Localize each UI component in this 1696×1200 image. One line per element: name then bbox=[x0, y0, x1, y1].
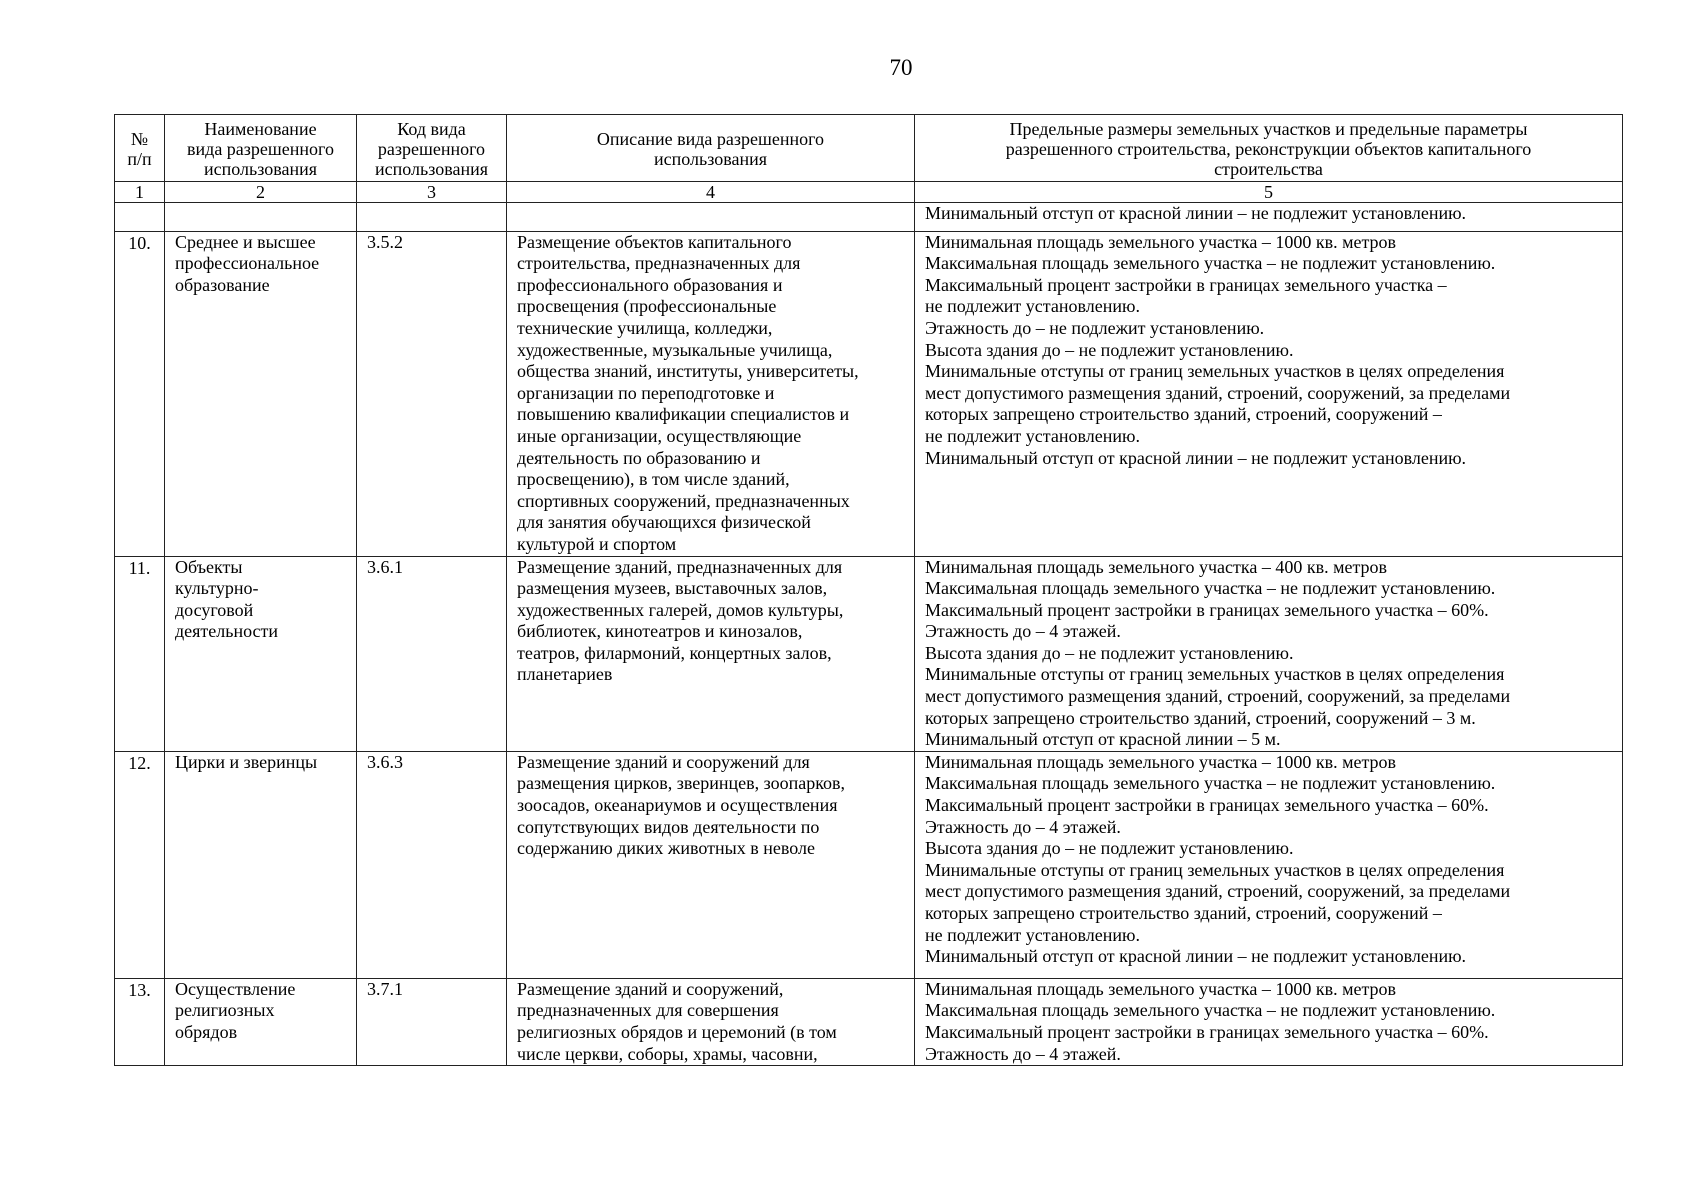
column-number: 2 bbox=[165, 182, 357, 203]
zoning-table bbox=[114, 114, 1623, 1066]
row-number: 13. bbox=[115, 978, 165, 1065]
header-parameters: Предельные размеры земельных участков и предельные параметры разрешенного строительства, реконструкции объектов капитального строительства bbox=[915, 115, 1623, 182]
header-code: Код вида разрешенного использования bbox=[357, 115, 507, 182]
use-name: Цирки и зверинцы bbox=[165, 751, 357, 978]
use-code: 3.6.3 bbox=[357, 751, 507, 978]
table-row bbox=[115, 231, 1623, 556]
row-number: 10. bbox=[115, 231, 165, 556]
row-number: 12. bbox=[115, 751, 165, 978]
column-number: 5 bbox=[915, 182, 1623, 203]
use-description: Размещение зданий, предназначенных для размещения музеев, выставочных залов, художественных галерей, домов культуры, библиотек, кинотеатров и кинозалов, театров, филармоний, концертных залов, планетариев bbox=[507, 556, 915, 751]
table-row bbox=[115, 978, 1623, 1065]
params-cell: Минимальная площадь земельного участка – 1000 кв. метров Максимальная площадь земельного участка – не подлежит установлению. Максимальный процент застройки в границах земельного участка – 60%. Этажность до – 4 этажей. bbox=[915, 978, 1623, 1065]
use-code: 3.6.1 bbox=[357, 556, 507, 751]
row-number: 11. bbox=[115, 556, 165, 751]
params-cell: Минимальная площадь земельного участка – 1000 кв. метров Максимальная площадь земельного участка – не подлежит установлению. Максимальный процент застройки в границах земельного участка – 60%. Этажность до – 4 этажей. Высота здания до – не подлежит установлению. Минимальные отступы от границ земельных участков в целях определения мест допустимого размещения зданий, строений, сооружений, за пределами которых запрещено строительство зданий, строений, сооружений – не подлежит установлению. Минимальный отступ от красной линии – не подлежит установлению. bbox=[915, 751, 1623, 978]
column-number: 1 bbox=[115, 182, 165, 203]
column-number-row bbox=[115, 182, 1623, 203]
table-row bbox=[115, 556, 1623, 751]
page-number: 70 bbox=[889, 55, 913, 80]
use-name: Объекты культурно- досуговой деятельности bbox=[165, 556, 357, 751]
continuation-row bbox=[115, 203, 1623, 232]
column-number: 4 bbox=[507, 182, 915, 203]
use-name: Среднее и высшее профессиональное образование bbox=[165, 231, 357, 556]
use-code: 3.7.1 bbox=[357, 978, 507, 1065]
use-description: Размещение объектов капитального строительства, предназначенных для профессионального образования и просвещения (профессиональные технические училища, колледжи, художественные, музыкальные училища, общества знаний, институты, университеты, организации по переподготовке и повышению квалификации специалистов и иные организации, осуществляющие деятельность по образованию и просвещению), в том числе зданий, спортивных сооружений, предназначенных для занятия обучающихся физической культурой и спортом bbox=[507, 231, 915, 556]
table-header-row bbox=[115, 115, 1623, 182]
header-num: № п/п bbox=[115, 115, 165, 182]
use-code: 3.5.2 bbox=[357, 231, 507, 556]
table-row bbox=[115, 751, 1623, 978]
params-cell: Минимальный отступ от красной линии – не подлежит установлению. bbox=[915, 203, 1623, 232]
use-name: Осуществление религиозных обрядов bbox=[165, 978, 357, 1065]
params-cell: Минимальная площадь земельного участка – 1000 кв. метров Максимальная площадь земельного участка – не подлежит установлению. Максимальный процент застройки в границах земельного участка – не подлежит установлению. Этажность до – не подлежит установлению. Высота здания до – не подлежит установлению. Минимальные отступы от границ земельных участков в целях определения мест допустимого размещения зданий, строений, сооружений, за пределами которых запрещено строительство зданий, строений, сооружений – не подлежит установлению. Минимальный отступ от красной линии – не подлежит установлению. bbox=[915, 231, 1623, 556]
header-description: Описание вида разрешенного использования bbox=[507, 115, 915, 182]
column-number: 3 bbox=[357, 182, 507, 203]
use-description: Размещение зданий и сооружений, предназначенных для совершения религиозных обрядов и церемоний (в том числе церкви, соборы, храмы, часовни, bbox=[507, 978, 915, 1065]
use-description: Размещение зданий и сооружений для размещения цирков, зверинцев, зоопарков, зоосадов, океанариумов и осуществления сопутствующих видов деятельности по содержанию диких животных в неволе bbox=[507, 751, 915, 978]
params-cell: Минимальная площадь земельного участка – 400 кв. метров Максимальная площадь земельного участка – не подлежит установлению. Максимальный процент застройки в границах земельного участка – 60%. Этажность до – 4 этажей. Высота здания до – не подлежит установлению. Минимальные отступы от границ земельных участков в целях определения мест допустимого размещения зданий, строений, сооружений, за пределами которых запрещено строительство зданий, строений, сооружений – 3 м. Минимальный отступ от красной линии – 5 м. bbox=[915, 556, 1623, 751]
header-name: Наименование вида разрешенного использования bbox=[165, 115, 357, 182]
